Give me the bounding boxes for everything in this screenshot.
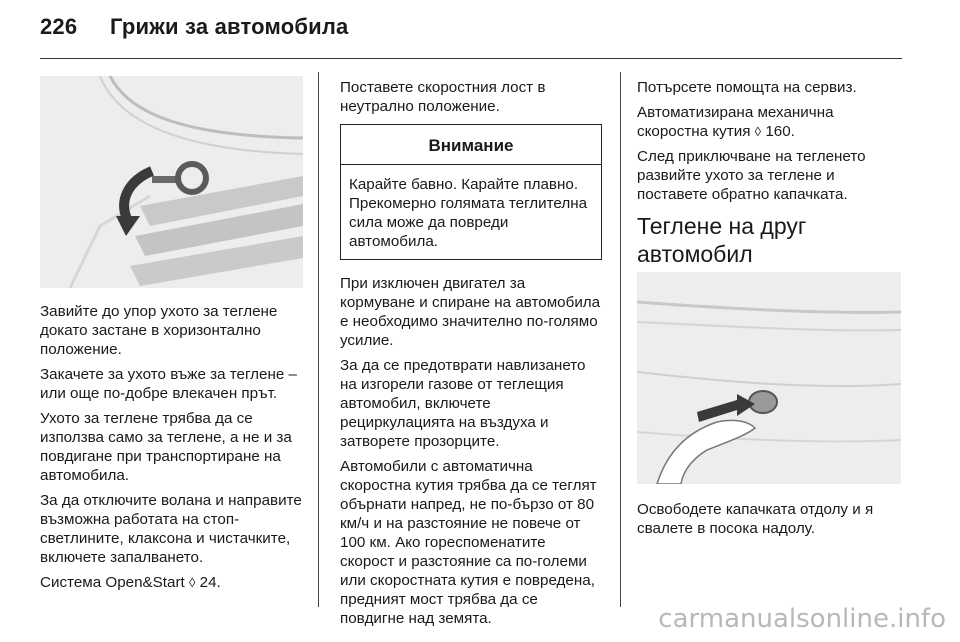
warning-body: Карайте бавно. Карайте плавно. Прекомерно голямата теглителна сила може да повреди автомобила. <box>349 176 588 250</box>
paragraph: При изключен двигател за кормуване и спиране на автомобила е необходимо значително по-голямо усилие. <box>340 275 601 349</box>
page-ref-icon: ◊ <box>188 575 196 590</box>
page-title: Грижи за автомобила <box>110 14 349 39</box>
tow-eye-drawing <box>40 76 303 288</box>
paragraph: Завийте до упор ухото за теглене докато застане в хоризонтално положение. <box>40 303 278 358</box>
watermark: carmanualsonline.info <box>658 604 946 634</box>
paragraph: Ухото за теглене трябва да се използва само за теглене, а не и за повдигане при транспортиране на автомобила. <box>40 410 292 484</box>
ref-text: Система Open&Start <box>40 574 185 591</box>
ref-page: 160. <box>765 123 795 140</box>
ref-page: 24. <box>199 574 221 591</box>
header-rule <box>40 58 902 59</box>
page-header <box>40 14 348 40</box>
paragraph: Потърсете помощта на сервиз. <box>637 79 857 96</box>
cross-reference[interactable] <box>40 573 306 592</box>
column-1 <box>40 302 306 598</box>
paragraph: Поставете скоростния лост в неутрално положение. <box>340 79 546 115</box>
paragraph: Закачете за ухото въже за теглене – или още по-добре влекачен прът. <box>40 366 297 402</box>
page-number: 226 <box>40 14 78 39</box>
warning-title: Внимание <box>341 125 601 165</box>
cover-removal-drawing <box>637 272 901 484</box>
column-3-bottom <box>637 500 903 544</box>
column-2 <box>340 78 602 634</box>
column-3 <box>637 78 903 282</box>
paragraph: Освободете капачката отдолу и я свалете в посока надолу. <box>637 501 874 537</box>
cover-removal-illustration <box>637 272 901 484</box>
paragraph: Автомобили с автоматична скоростна кутия трябва да се теглят обърнати напред, не по-бързо от 80 км/ч и на разстояние не повече от 100 км. Ако гореспоменатите скорост и разстояние са по-големи или скоростната кутия е повредена, предният мост трябва да се повдигне над земята. <box>340 458 597 627</box>
paragraph: За да се предотврати навлизането на изгорели газове от теглещия автомобил, включете рециркулацията на въздуха и затворете прозорците. <box>340 357 586 450</box>
warning-box <box>340 124 602 260</box>
column-divider <box>318 72 319 607</box>
page-ref-icon: ◊ <box>754 124 762 139</box>
tow-eye-illustration <box>40 76 303 288</box>
paragraph: След приключване на тегленето развийте ухото за теглене и поставете обратно капачката. <box>637 148 866 203</box>
ref-text: Автоматизирана механична скоростна кутия <box>637 104 834 140</box>
paragraph: За да отключите волана и направите възможна работата на стоп-светлините, клаксона и чистачките, включете запалването. <box>40 492 302 566</box>
column-divider <box>620 72 621 607</box>
section-heading: Теглене на друг автомобил <box>637 213 807 267</box>
cross-reference[interactable] <box>637 103 903 141</box>
